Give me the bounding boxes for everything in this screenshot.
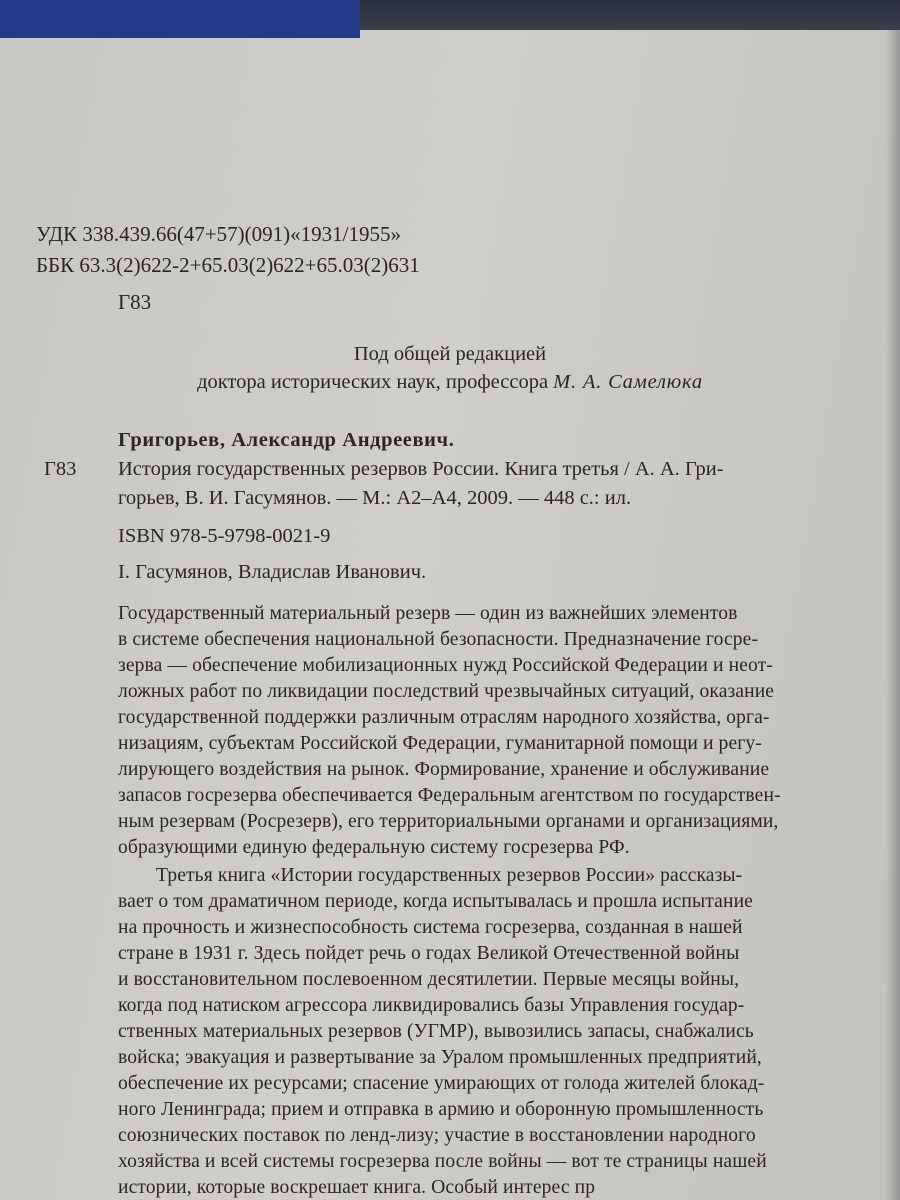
abstract-p2-line: обеспечение их ресурсами; спасение умирающих от голода жителей блокад- <box>118 1073 765 1094</box>
abstract-p1-line: Государственный материальный резерв — один из важнейших элементов <box>118 603 738 624</box>
abstract-p2-line: истории, которые воскрешает книга. Особый интерес пр <box>118 1177 596 1198</box>
abstract-p1-line: низациям, субъектам Российской Федерации, гуманитарной помощи и регу- <box>118 733 762 754</box>
record-mark: Г83 <box>44 458 77 480</box>
abstract-p1-line: запасов госрезерва обеспечивается Федеральным агентством по государствен- <box>118 785 781 806</box>
abstract-p2-line: стране в 1931 г. Здесь пойдет речь о годах Великой Отечественной войны <box>118 943 740 964</box>
abstract-p1-line: ным резервам (Росрезерв), его территориальными органами и организациями, <box>118 811 779 832</box>
udk-code: УДК 338.439.66(47+57)(091)«1931/1955» <box>36 222 401 246</box>
editor-line-1: Под общей редакцией <box>353 343 547 365</box>
abstract-p2-line: войска; эвакуация и развертывание за Уралом промышленных предприятий, <box>118 1047 762 1068</box>
isbn: ISBN 978-5-9798-0021-9 <box>118 525 331 547</box>
author-mark: Г83 <box>118 290 152 314</box>
editor-line-2 <box>0 370 900 394</box>
abstract-p1-line: ложных работ по ликвидации последствий чрезвычайных ситуаций, оказание <box>118 681 775 702</box>
abstract-p2-line: союзнических поставок по ленд-лизу; участие в восстановлении народного <box>118 1125 756 1146</box>
abstract-p2-line: когда под натиском агрессора ликвидировались базы Управления государ- <box>118 995 745 1016</box>
record-title-line-2: горьев, В. И. Гасумянов. — М.: А2–А4, 2009. — 448 с.: ил. <box>118 487 632 509</box>
coauthor-entry: I. Гасумянов, Владислав Иванович. <box>118 561 427 583</box>
abstract-p1-line: образующими единую федеральную систему госрезерва РФ. <box>118 837 630 858</box>
author-heading: Григорьев, Александр Андреевич. <box>118 429 455 451</box>
abstract-p2-line: Третья книга «Истории государственных резервов России» рассказы- <box>156 865 743 886</box>
abstract-p1-line: государственной поддержки различным отраслям народного хозяйства, орга- <box>118 707 770 728</box>
dark-cover-strip <box>360 0 900 30</box>
abstract-p2-line: и восстановительном послевоенном десятилетии. Первые месяцы войны, <box>118 969 740 990</box>
abstract-p2-line: ственных материальных резервов (УГМР), вывозились запасы, снабжались <box>118 1021 754 1042</box>
abstract-p2-line: хозяйства и всей системы госрезерва после войны — вот те страницы нашей <box>118 1151 767 1172</box>
page-edge-shadow <box>886 30 900 1200</box>
abstract-p2-line: ного Ленинграда; прием и отправка в армию и оборонную промышленность <box>118 1099 764 1120</box>
abstract-p1-line: в системе обеспечения национальной безопасности. Предназначение госре- <box>118 629 759 650</box>
editor-name: М. А. Самелюка <box>553 371 703 393</box>
record-title-line-1: История государственных резервов России. Книга третья / А. А. Гри- <box>118 458 724 480</box>
abstract-p2-line: на прочность и жизнеспособность система госрезерва, созданная в нашей <box>118 917 743 938</box>
bbk-code: ББК 63.3(2)622-2+65.03(2)622+65.03(2)631 <box>36 253 420 277</box>
abstract-p2-line: вает о том драматичном периоде, когда испытывалась и прошла испытание <box>118 891 753 912</box>
blue-cover-strip <box>0 0 360 38</box>
editor-title: доктора исторических наук, профессора <box>197 371 554 393</box>
abstract-p1-line: лирующего воздействия на рынок. Формирование, хранение и обслуживание <box>118 759 770 780</box>
abstract-p1-line: зерва — обеспечение мобилизационных нужд Российской Федерации и неот- <box>118 655 773 676</box>
